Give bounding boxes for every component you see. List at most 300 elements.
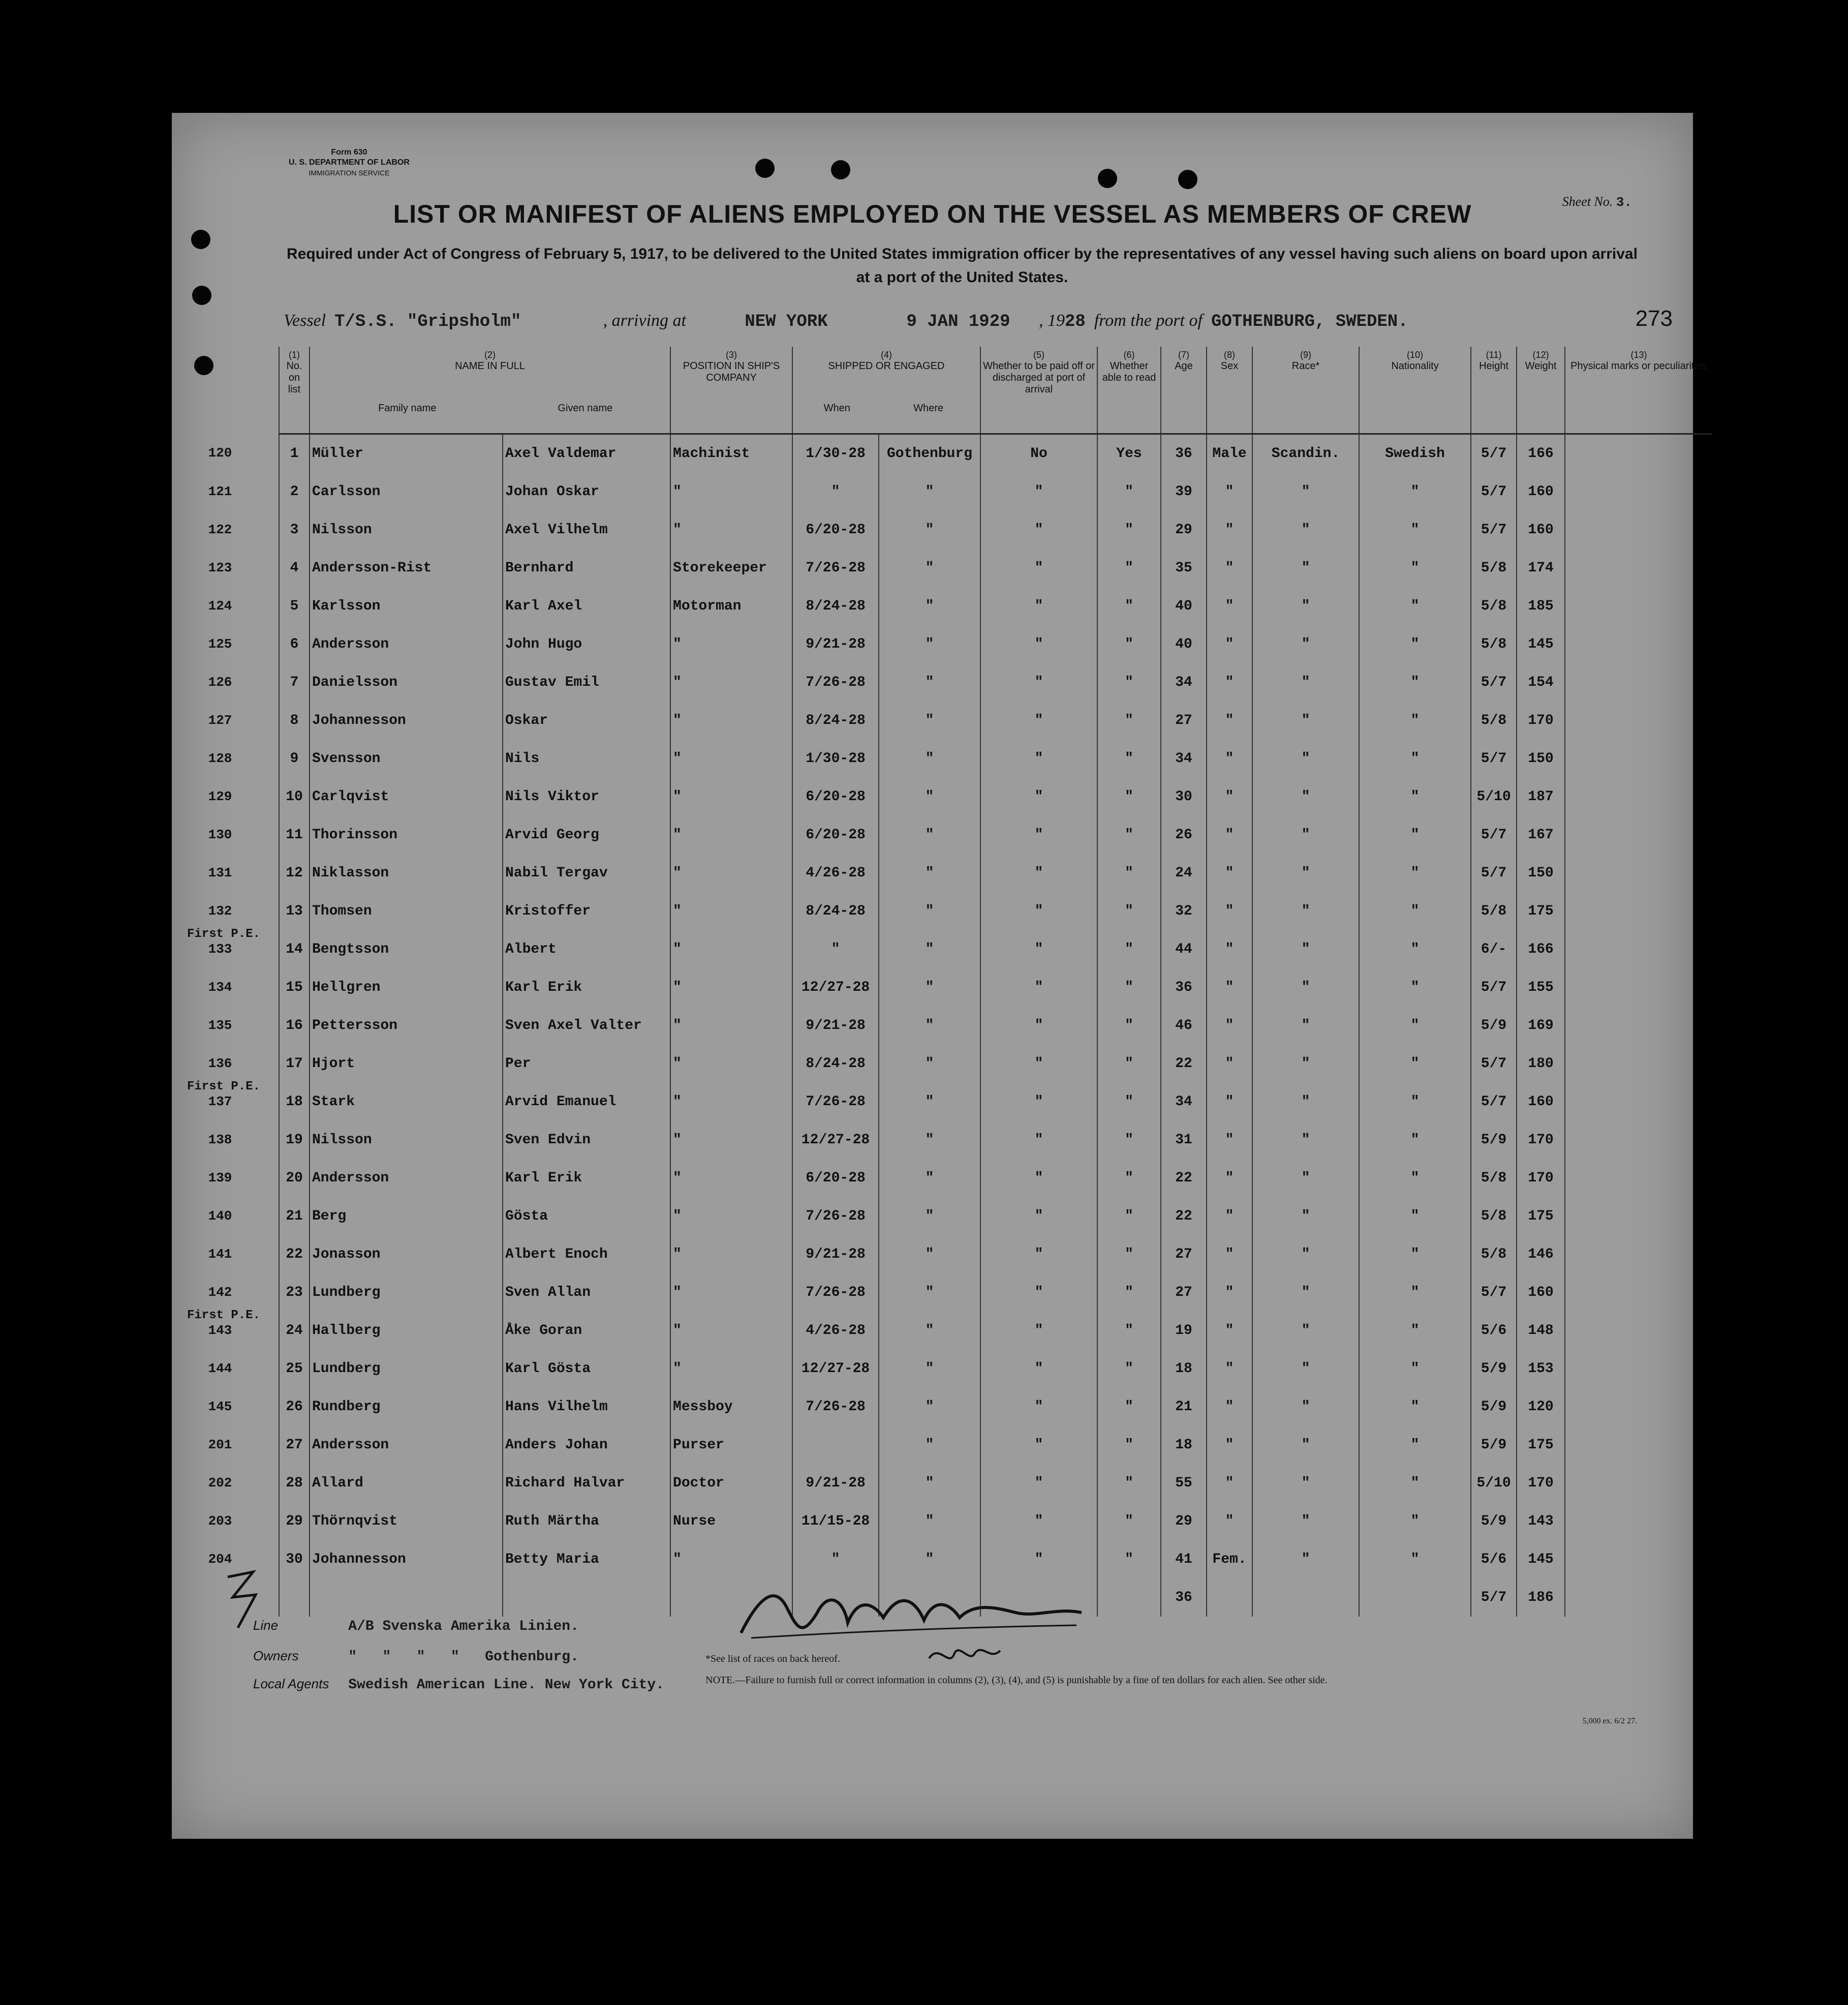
shipped-where: ": [879, 1426, 980, 1464]
shipped-when: 4/26-28: [792, 854, 879, 892]
row-number: 28: [279, 1464, 310, 1502]
sex: ": [1207, 511, 1252, 549]
line-value: A/B Svenska Amerika Linien.: [348, 1619, 579, 1634]
race: ": [1252, 740, 1359, 778]
position: ": [670, 1540, 792, 1578]
shipped-when: ": [792, 473, 879, 511]
sex: ": [1207, 587, 1252, 625]
able-to-read: Yes: [1097, 434, 1161, 473]
height: 5/7: [1471, 740, 1517, 778]
paid-off: ": [980, 1197, 1097, 1235]
race: ": [1252, 968, 1359, 1007]
shipped-when: 7/26-28: [792, 1273, 879, 1312]
able-to-read: ": [1097, 1312, 1161, 1350]
given-name: Betty Maria: [503, 1540, 670, 1578]
nationality: ": [1359, 473, 1471, 511]
height: 5/7: [1471, 511, 1517, 549]
race: ": [1252, 625, 1359, 663]
sex: ": [1207, 1045, 1252, 1083]
position: ": [670, 702, 792, 740]
list-number: 130: [208, 827, 232, 842]
family-name: Berg: [310, 1197, 503, 1235]
race: ": [1252, 778, 1359, 816]
table-row: [279, 1540, 1712, 1578]
weight: 185: [1517, 587, 1565, 625]
weight: 175: [1517, 892, 1565, 930]
nationality: ": [1359, 968, 1471, 1007]
shipped-where: ": [879, 1197, 980, 1235]
race: ": [1252, 1502, 1359, 1540]
list-number: 131: [208, 865, 232, 880]
weight: 146: [1517, 1235, 1565, 1273]
nationality: ": [1359, 892, 1471, 930]
row-number: 17: [279, 1045, 310, 1083]
able-to-read: ": [1097, 663, 1161, 702]
punch-hole: [1178, 170, 1197, 189]
col-nationality: (10) Nationality: [1359, 347, 1471, 434]
table-row: [279, 1426, 1712, 1464]
sex: ": [1207, 816, 1252, 854]
age: 22: [1161, 1045, 1207, 1083]
family-name: Rundberg: [310, 1388, 503, 1426]
service-name: IMMIGRATION SERVICE: [309, 169, 390, 177]
physical-marks: [1565, 1540, 1712, 1578]
paid-off: ": [980, 1045, 1097, 1083]
given-name: Sven Edvin: [503, 1121, 670, 1159]
col-weight: (12) Weight: [1517, 347, 1565, 434]
row-number: 3: [279, 511, 310, 549]
family-name: Nilsson: [310, 511, 503, 549]
physical-marks: [1565, 1312, 1712, 1350]
row-number: 24: [279, 1312, 310, 1350]
sex: ": [1207, 473, 1252, 511]
table-row: [279, 892, 1712, 930]
row-number: 25: [279, 1350, 310, 1388]
table-row: [279, 816, 1712, 854]
position: ": [670, 854, 792, 892]
sex: ": [1207, 1083, 1252, 1121]
age: 39: [1161, 473, 1207, 511]
table-row: [279, 740, 1712, 778]
row-number: 19: [279, 1121, 310, 1159]
physical-marks: [1565, 1083, 1712, 1121]
table-row: [279, 702, 1712, 740]
table-header-row: [279, 347, 1712, 434]
given-name: Axel Vilhelm: [503, 511, 670, 549]
age: 36: [1161, 968, 1207, 1007]
able-to-read: ": [1097, 778, 1161, 816]
age: 27: [1161, 1235, 1207, 1273]
departure-port: GOTHENBURG, SWEDEN.: [1211, 312, 1408, 331]
row-number: 6: [279, 625, 310, 663]
height: 5/8: [1471, 1197, 1517, 1235]
nationality: ": [1359, 778, 1471, 816]
form-number: Form 630: [331, 148, 367, 157]
position: ": [670, 511, 792, 549]
row-number: 30: [279, 1540, 310, 1578]
table-row: [279, 1159, 1712, 1197]
height: 5/8: [1471, 892, 1517, 930]
row-number: 5: [279, 587, 310, 625]
weight: 160: [1517, 1273, 1565, 1312]
nationality: ": [1359, 1083, 1471, 1121]
shipped-where: ": [879, 892, 980, 930]
family-name: Thörnqvist: [310, 1502, 503, 1540]
first-pe-note: First P.E.: [187, 1080, 261, 1093]
family-name: Bengtsson: [310, 930, 503, 968]
physical-marks: [1565, 1159, 1712, 1197]
list-number: 132: [208, 903, 232, 919]
table-row: [279, 1045, 1712, 1083]
shipped-where: ": [879, 625, 980, 663]
shipped-where: ": [879, 1388, 980, 1426]
sex: ": [1207, 930, 1252, 968]
nationality: ": [1359, 1540, 1471, 1578]
sex: ": [1207, 1007, 1252, 1045]
physical-marks: [1565, 473, 1712, 511]
paid-off: ": [980, 1388, 1097, 1426]
table-row: [279, 1502, 1712, 1540]
nationality: ": [1359, 1007, 1471, 1045]
shipped-when: 1/30-28: [792, 434, 879, 473]
height: 5/9: [1471, 1388, 1517, 1426]
weight: 160: [1517, 1083, 1565, 1121]
first-pe-note: First P.E.: [187, 927, 261, 941]
weight: 153: [1517, 1350, 1565, 1388]
weight: 180: [1517, 1045, 1565, 1083]
weight: 145: [1517, 625, 1565, 663]
age: 27: [1161, 702, 1207, 740]
sex: Fem.: [1207, 1540, 1252, 1578]
table-row: [279, 1121, 1712, 1159]
shipped-where: ": [879, 1159, 980, 1197]
given-name: Ruth Märtha: [503, 1502, 670, 1540]
able-to-read: [1097, 1578, 1161, 1617]
shipped-where: Gothenburg: [879, 434, 980, 473]
given-name: Anders Johan: [503, 1426, 670, 1464]
family-name: Nilsson: [310, 1121, 503, 1159]
arrival-year: 28: [1065, 312, 1086, 331]
height: 5/8: [1471, 587, 1517, 625]
page-number: 273: [1635, 306, 1673, 331]
weight: 143: [1517, 1502, 1565, 1540]
height: 5/8: [1471, 702, 1517, 740]
col-physical-marks: (13) Physical marks or peculiarities: [1565, 347, 1712, 434]
race: ": [1252, 930, 1359, 968]
position: ": [670, 1159, 792, 1197]
physical-marks: [1565, 1007, 1712, 1045]
weight: 120: [1517, 1388, 1565, 1426]
height: 5/7: [1471, 1273, 1517, 1312]
sex: ": [1207, 1235, 1252, 1273]
given-name: Sven Allan: [503, 1273, 670, 1312]
height: 5/9: [1471, 1350, 1517, 1388]
given-name: Nabil Tergav: [503, 854, 670, 892]
physical-marks: [1565, 1045, 1712, 1083]
department-name: U. S. DEPARTMENT OF LABOR: [289, 158, 410, 167]
position: ": [670, 1007, 792, 1045]
weight: 166: [1517, 434, 1565, 473]
physical-marks: [1565, 663, 1712, 702]
able-to-read: ": [1097, 1350, 1161, 1388]
nationality: ": [1359, 1197, 1471, 1235]
height: 5/7: [1471, 854, 1517, 892]
col-race: (9) Race*: [1252, 347, 1359, 434]
footer-agents: [253, 1676, 664, 1693]
col-age: (7) Age: [1161, 347, 1207, 434]
sex: ": [1207, 663, 1252, 702]
physical-marks: [1565, 702, 1712, 740]
paid-off: ": [980, 587, 1097, 625]
punch-hole: [194, 356, 213, 375]
shipped-where: ": [879, 1350, 980, 1388]
paid-off: ": [980, 1083, 1097, 1121]
physical-marks: [1565, 1464, 1712, 1502]
list-number: 127: [208, 713, 232, 728]
list-number: 201: [208, 1437, 232, 1452]
nationality: [1359, 1578, 1471, 1617]
paid-off: ": [980, 1312, 1097, 1350]
family-name: Carlsson: [310, 473, 503, 511]
nationality: ": [1359, 1235, 1471, 1273]
row-number: 2: [279, 473, 310, 511]
row-number: 10: [279, 778, 310, 816]
table-row: [279, 968, 1712, 1007]
age: 36: [1161, 1578, 1207, 1617]
able-to-read: ": [1097, 1502, 1161, 1540]
shipped-where: ": [879, 549, 980, 587]
race: ": [1252, 1159, 1359, 1197]
nationality: ": [1359, 1426, 1471, 1464]
shipped-when: 6/20-28: [792, 511, 879, 549]
row-number: 16: [279, 1007, 310, 1045]
paid-off: ": [980, 511, 1097, 549]
shipped-when: 7/26-28: [792, 1083, 879, 1121]
race: ": [1252, 1197, 1359, 1235]
row-number: 1: [279, 434, 310, 473]
physical-marks: [1565, 587, 1712, 625]
able-to-read: ": [1097, 587, 1161, 625]
race: ": [1252, 663, 1359, 702]
able-to-read: ": [1097, 473, 1161, 511]
row-number: 11: [279, 816, 310, 854]
punch-hole: [1098, 169, 1117, 188]
physical-marks: [1565, 434, 1712, 473]
nationality: Swedish: [1359, 434, 1471, 473]
row-number: 22: [279, 1235, 310, 1273]
list-number: 121: [208, 484, 232, 499]
paid-off: No: [980, 434, 1097, 473]
weight: 169: [1517, 1007, 1565, 1045]
nationality: ": [1359, 1121, 1471, 1159]
height: 5/7: [1471, 1578, 1517, 1617]
shipped-where: ": [879, 663, 980, 702]
col-read: (6) Whether able to read: [1097, 347, 1161, 434]
shipped-where: ": [879, 1273, 980, 1312]
shipped-when: 8/24-28: [792, 702, 879, 740]
nationality: ": [1359, 511, 1471, 549]
sex: ": [1207, 1121, 1252, 1159]
footer-note: NOTE.—Failure to furnish full or correct information in columns (2), (3), (4), and (5) is punishable by a fine of ten dollars for each alien. See other side.: [705, 1675, 1328, 1686]
list-number: 129: [208, 789, 232, 804]
able-to-read: ": [1097, 1159, 1161, 1197]
race: ": [1252, 587, 1359, 625]
paid-off: ": [980, 816, 1097, 854]
race: ": [1252, 1540, 1359, 1578]
family-name: Pettersson: [310, 1007, 503, 1045]
list-number: 126: [208, 675, 232, 690]
col-shipped: (4) SHIPPED OR ENGAGED When Where: [792, 347, 980, 434]
physical-marks: [1565, 816, 1712, 854]
physical-marks: [1565, 740, 1712, 778]
given-name: Karl Gösta: [503, 1350, 670, 1388]
shipped-where: ": [879, 1502, 980, 1540]
arrival-date: 9 JAN 1929: [906, 312, 1010, 331]
sheet-value: 3.: [1616, 195, 1632, 210]
physical-marks: [1565, 549, 1712, 587]
row-number: 18: [279, 1083, 310, 1121]
nationality: ": [1359, 1502, 1471, 1540]
weight: 186: [1517, 1578, 1565, 1617]
shipped-where: ": [879, 930, 980, 968]
races-note: *See list of races on back hereof.: [705, 1653, 840, 1664]
sex: ": [1207, 625, 1252, 663]
col-paid-off: (5) Whether to be paid off or discharged at port of arrival: [980, 347, 1097, 434]
nationality: ": [1359, 1388, 1471, 1426]
physical-marks: [1565, 1197, 1712, 1235]
age: 55: [1161, 1464, 1207, 1502]
owners-value: " " " " Gothenburg.: [348, 1649, 579, 1665]
page-subtitle: Required under Act of Congress of February 5, 1917, to be delivered to the United States immigration officer by the representatives of any vessel having such aliens on board upon arrival at a port of the United States.: [287, 246, 1638, 286]
given-name: Johan Oskar: [503, 473, 670, 511]
shipped-when: 1/30-28: [792, 740, 879, 778]
height: 5/7: [1471, 663, 1517, 702]
race: ": [1252, 1273, 1359, 1312]
vessel-name: T/S.S. "Gripsholm": [334, 312, 521, 331]
weight: 187: [1517, 778, 1565, 816]
race: ": [1252, 892, 1359, 930]
nationality: ": [1359, 1273, 1471, 1312]
height: 5/8: [1471, 549, 1517, 587]
paid-off: ": [980, 892, 1097, 930]
age: 22: [1161, 1197, 1207, 1235]
age: 41: [1161, 1540, 1207, 1578]
paid-off: ": [980, 1159, 1097, 1197]
race: ": [1252, 1045, 1359, 1083]
list-number: 143: [208, 1323, 232, 1338]
given-name: Per: [503, 1045, 670, 1083]
punch-hole: [755, 159, 775, 178]
table-row: [279, 1350, 1712, 1388]
given-name: Bernhard: [503, 549, 670, 587]
position: ": [670, 1273, 792, 1312]
table-row: [279, 1388, 1712, 1426]
table-row: [279, 1464, 1712, 1502]
nationality: ": [1359, 625, 1471, 663]
list-number: 124: [208, 598, 232, 614]
row-number: 4: [279, 549, 310, 587]
height: 5/7: [1471, 434, 1517, 473]
age: 36: [1161, 434, 1207, 473]
able-to-read: ": [1097, 892, 1161, 930]
age: 44: [1161, 930, 1207, 968]
height: 5/7: [1471, 473, 1517, 511]
table-row: [279, 549, 1712, 587]
list-number: 125: [208, 636, 232, 652]
paid-off: ": [980, 1502, 1097, 1540]
list-number: 140: [208, 1208, 232, 1224]
age: 34: [1161, 740, 1207, 778]
initials-mark: [924, 1638, 1005, 1674]
position: ": [670, 1045, 792, 1083]
sex: ": [1207, 892, 1252, 930]
shipped-when: 8/24-28: [792, 892, 879, 930]
agents-value: Swedish American Line. New York City.: [348, 1677, 664, 1693]
nationality: ": [1359, 740, 1471, 778]
family-name: Andersson-Rist: [310, 549, 503, 587]
family-name: Carlqvist: [310, 778, 503, 816]
list-number: 142: [208, 1285, 232, 1300]
shipped-when: 6/20-28: [792, 778, 879, 816]
position: Machinist: [670, 434, 792, 473]
position: ": [670, 930, 792, 968]
paid-off: ": [980, 740, 1097, 778]
shipped-where: ": [879, 740, 980, 778]
list-number: 122: [208, 522, 232, 537]
family-name: Stark: [310, 1083, 503, 1121]
shipped-when: ": [792, 1540, 879, 1578]
shipped-where: ": [879, 1312, 980, 1350]
sex: ": [1207, 1426, 1252, 1464]
weight: 175: [1517, 1197, 1565, 1235]
age: 24: [1161, 854, 1207, 892]
shipped-where: ": [879, 511, 980, 549]
able-to-read: ": [1097, 854, 1161, 892]
list-number: 133: [208, 941, 232, 957]
sheet-label: Sheet No.: [1562, 194, 1613, 209]
signature: [731, 1577, 1087, 1648]
page-title: LIST OR MANIFEST OF ALIENS EMPLOYED ON THE VESSEL AS MEMBERS OF CREW: [393, 200, 1472, 228]
row-number: 27: [279, 1426, 310, 1464]
family-name: Jonasson: [310, 1235, 503, 1273]
race: ": [1252, 1464, 1359, 1502]
list-number: 203: [208, 1513, 232, 1529]
table-row: [279, 1007, 1712, 1045]
paid-off: ": [980, 930, 1097, 968]
family-name: Müller: [310, 434, 503, 473]
shipped-where: ": [879, 1121, 980, 1159]
paid-off: ": [980, 1540, 1097, 1578]
shipped-when: 4/26-28: [792, 1312, 879, 1350]
height: 5/7: [1471, 1083, 1517, 1121]
shipped-where: ": [879, 1540, 980, 1578]
sex: ": [1207, 1502, 1252, 1540]
shipped-when: 9/21-28: [792, 1007, 879, 1045]
race: ": [1252, 1235, 1359, 1273]
race: ": [1252, 816, 1359, 854]
shipped-where: ": [879, 1045, 980, 1083]
list-number: 138: [208, 1132, 232, 1147]
position: ": [670, 1235, 792, 1273]
physical-marks: [1565, 778, 1712, 816]
able-to-read: ": [1097, 1273, 1161, 1312]
age: 29: [1161, 1502, 1207, 1540]
age: 34: [1161, 663, 1207, 702]
paid-off: ": [980, 625, 1097, 663]
given-name: Nils: [503, 740, 670, 778]
list-number: 144: [208, 1361, 232, 1376]
position: ": [670, 1083, 792, 1121]
